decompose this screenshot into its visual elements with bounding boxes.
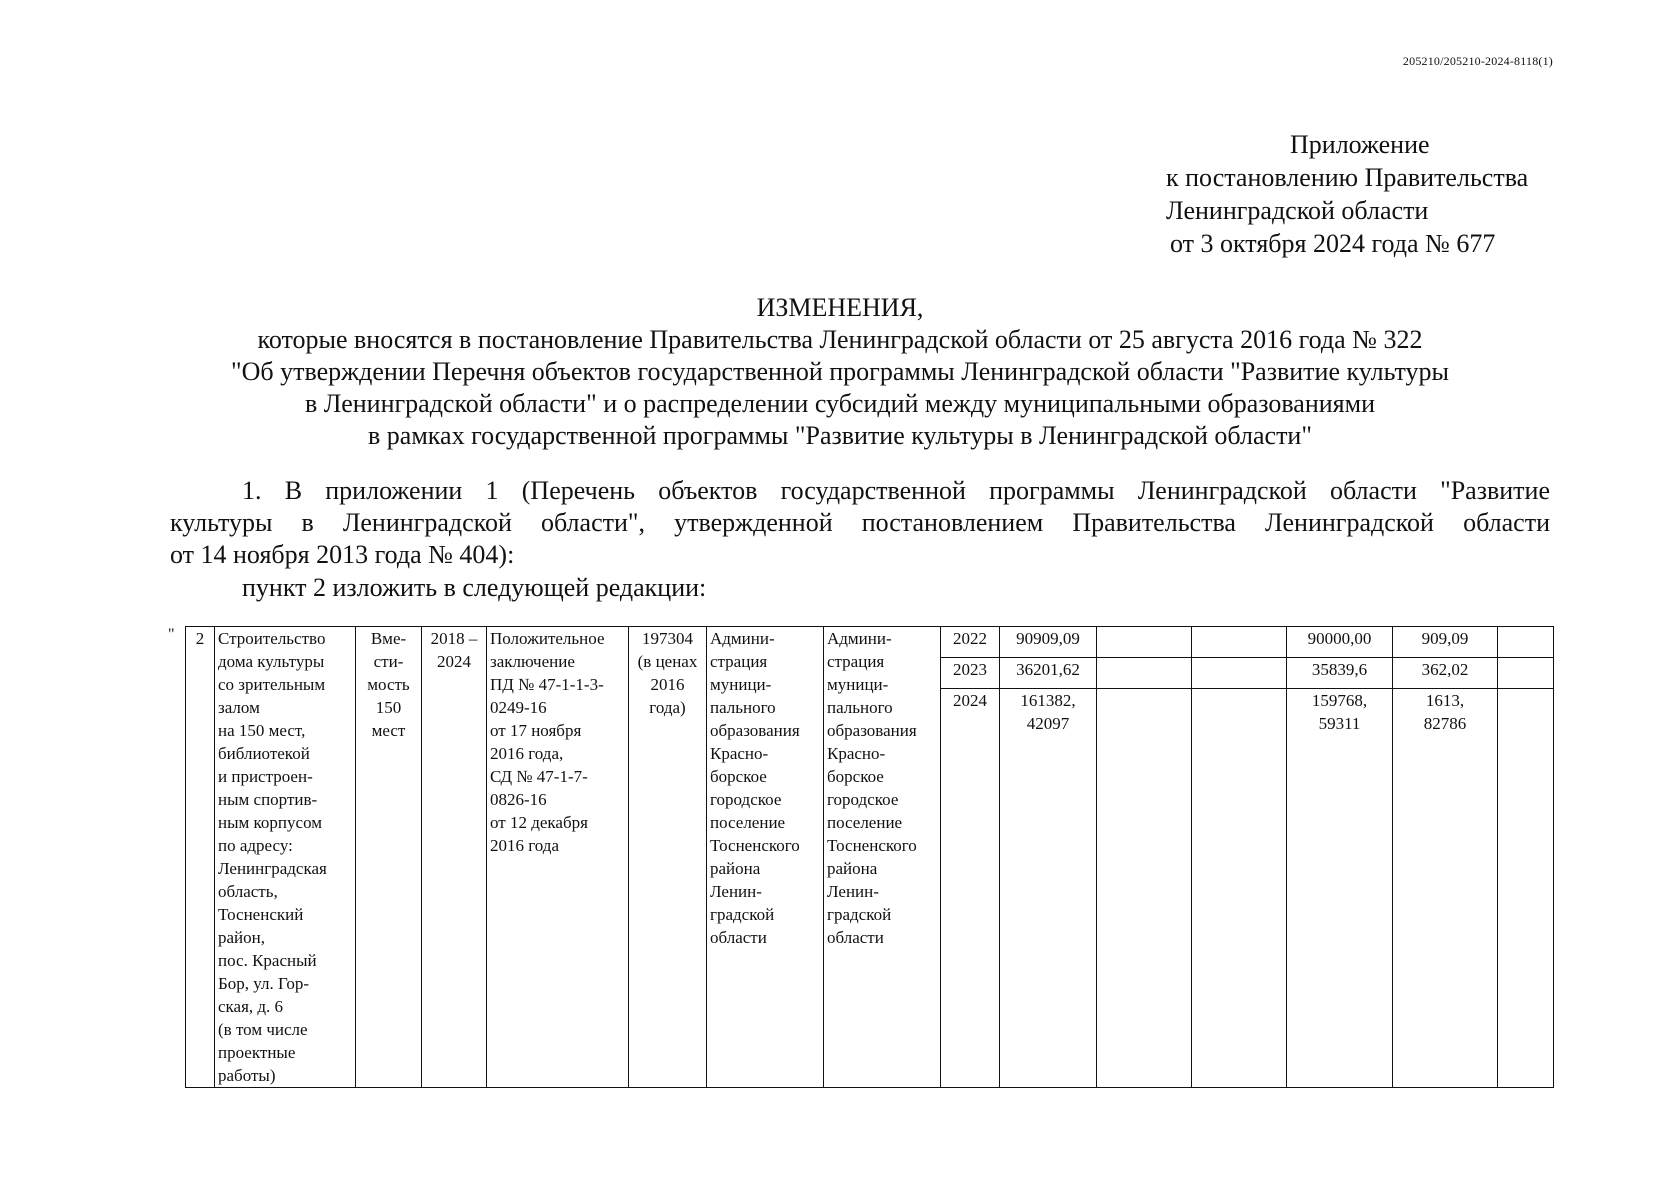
appendix-line: к постановлению Правительства <box>1166 163 1529 192</box>
cell-line: 161382, <box>1020 691 1076 710</box>
cell-line: 2024 <box>437 652 471 671</box>
cell-line: Ленин- <box>710 882 762 901</box>
cell-cost <box>629 627 707 1088</box>
cell-line: район, <box>218 928 265 947</box>
cell-line: Тосненский <box>218 905 304 924</box>
cell-line: Красно- <box>827 744 886 763</box>
cell-line: 59311 <box>1318 714 1361 733</box>
cell-line: поселение <box>710 813 786 832</box>
appendix-line: от 3 октября 2024 года № 677 <box>1170 229 1496 258</box>
cell-line: Вме- <box>370 629 407 648</box>
opening-quote: " <box>168 626 175 643</box>
appendix-block <box>1166 128 1528 260</box>
cell-line: образования <box>710 721 800 740</box>
cell-total: 90909,09 <box>1000 627 1097 658</box>
cell-line: 150 <box>375 698 402 717</box>
cell-line: по адресу: <box>218 836 293 855</box>
cell-line: 2016 года, <box>490 744 564 763</box>
cell-line: работы) <box>218 1066 276 1085</box>
cell-line: 82786 <box>1423 714 1467 733</box>
cell-line: от 17 ноября <box>490 721 582 740</box>
cell-line: борское <box>710 767 767 786</box>
cell-line: залом <box>218 698 260 717</box>
cell-object <box>215 627 356 1088</box>
cell-line: мест <box>371 721 406 740</box>
cell-line: пального <box>827 698 893 717</box>
cell-line: городское <box>710 790 782 809</box>
cell-other <box>1498 627 1554 658</box>
cell-customer <box>707 627 824 1088</box>
cell-regional: 35839,6 <box>1287 658 1393 689</box>
cell-line: 0826-16 <box>490 790 547 809</box>
document-title <box>120 292 1560 452</box>
cell-line: муници- <box>827 675 889 694</box>
cell-line: градской <box>710 905 775 924</box>
cell-line: Красно- <box>710 744 769 763</box>
cell-number: 2 <box>186 627 215 1088</box>
cell-total: 36201,62 <box>1000 658 1097 689</box>
paragraph-2: пункт 2 изложить в следующей редакции: <box>242 573 707 602</box>
table-row <box>186 627 1554 658</box>
cell-line: Строительство <box>218 629 326 648</box>
document-id: 205210/205210-2024-8118(1) <box>1402 54 1553 68</box>
cell-line: Тосненского <box>827 836 917 855</box>
cell-line: года) <box>649 698 686 717</box>
objects-table <box>185 626 1554 1088</box>
cell-line: 2016 <box>650 675 685 694</box>
cell-local: 362,02 <box>1393 658 1498 689</box>
cell-federal <box>1097 627 1192 658</box>
cell-line: борское <box>827 767 884 786</box>
cell-line: района <box>827 859 878 878</box>
cell-line: ным спортив- <box>218 790 318 809</box>
cell-line: 2016 года <box>490 836 560 855</box>
cell-line: область, <box>218 882 278 901</box>
title-line: которые вносятся в постановление Правительства Ленинградской области от 25 августа 2016 года № 322 <box>257 325 1423 354</box>
cell-line: дома культуры <box>218 652 325 671</box>
cell-line: ным корпусом <box>218 813 323 832</box>
cell-line: Тосненского <box>710 836 800 855</box>
cell-line: заключение <box>490 652 575 671</box>
cell-line: области <box>827 928 884 947</box>
cell-line: СД № 47-1-7- <box>490 767 588 786</box>
cell-line: Админи- <box>827 629 892 648</box>
cell-empty <box>1192 658 1287 689</box>
appendix-line: Ленинградской области <box>1166 196 1429 225</box>
paragraph-line: культуры в Ленинградской области", утвержденной постановлением Правительства Ленинградской области <box>170 508 1550 537</box>
cell-line: пос. Красный <box>218 951 317 970</box>
cell-regional: 90000,00 <box>1287 627 1393 658</box>
cell-line: страция <box>710 652 768 671</box>
cell-line: муници- <box>710 675 772 694</box>
cell-federal <box>1097 658 1192 689</box>
cell-period <box>422 627 487 1088</box>
cell-line: проектные <box>218 1043 296 1062</box>
cell-line: и пристроен- <box>218 767 313 786</box>
cell-year: 2022 <box>941 627 1000 658</box>
cell-line: образования <box>827 721 917 740</box>
cell-line: 159768, <box>1311 691 1368 710</box>
cell-line: ская, д. 6 <box>218 997 284 1016</box>
cell-line: 2018 – <box>430 629 478 648</box>
title-line: в Ленинградской области" и о распределении субсидий между муниципальными образованиями <box>304 389 1376 418</box>
cell-year: 2024 <box>941 689 1000 1088</box>
cell-local <box>1393 689 1498 1088</box>
cell-line: сти- <box>373 652 404 671</box>
cell-line: (в том числе <box>218 1020 308 1039</box>
cell-line: (в ценах <box>637 652 698 671</box>
cell-line: на 150 мест, <box>218 721 306 740</box>
cell-capacity <box>356 627 422 1088</box>
cell-developer <box>824 627 941 1088</box>
cell-line: городское <box>827 790 899 809</box>
cell-line: ПД № 47-1-1-3- <box>490 675 604 694</box>
cell-line: 42097 <box>1026 714 1070 733</box>
cell-line: Положительное <box>490 629 605 648</box>
cell-other <box>1498 689 1554 1088</box>
cell-line: пального <box>710 698 776 717</box>
cell-line: области <box>710 928 767 947</box>
cell-line: района <box>710 859 761 878</box>
cell-line: страция <box>827 652 885 671</box>
title-line: "Об утверждении Перечня объектов государственной программы Ленинградской области "Развитие культуры <box>231 357 1449 386</box>
paragraph-1 <box>170 475 1550 571</box>
cell-line: поселение <box>827 813 903 832</box>
cell-line: 1613, <box>1425 691 1465 710</box>
paragraph-line: 1. В приложении 1 (Перечень объектов государственной программы Ленинградской области "Развитие <box>242 476 1550 505</box>
cell-empty <box>1192 689 1287 1088</box>
cell-local: 909,09 <box>1393 627 1498 658</box>
cell-total <box>1000 689 1097 1088</box>
cell-year: 2023 <box>941 658 1000 689</box>
cell-line: градской <box>827 905 892 924</box>
cell-line: Бор, ул. Гор- <box>218 974 309 993</box>
cell-line: со зрительным <box>218 675 326 694</box>
title-line: в рамках государственной программы "Развитие культуры в Ленинградской области" <box>368 421 1312 450</box>
cell-federal <box>1097 689 1192 1088</box>
cell-other <box>1498 658 1554 689</box>
cell-line: 0249-16 <box>490 698 547 717</box>
cell-line: библиотекой <box>218 744 310 763</box>
cell-regional <box>1287 689 1393 1088</box>
appendix-line: Приложение <box>1290 130 1430 159</box>
cell-line: Ленин- <box>827 882 879 901</box>
cell-line: Ленинградская <box>218 859 327 878</box>
cell-empty <box>1192 627 1287 658</box>
cell-line: мость <box>367 675 410 694</box>
cell-line: от 12 декабря <box>490 813 588 832</box>
cell-expertise <box>487 627 629 1088</box>
paragraph-line: от 14 ноября 2013 года № 404): <box>170 540 515 569</box>
cell-line: Админи- <box>710 629 775 648</box>
title-heading: ИЗМЕНЕНИЯ, <box>756 293 924 322</box>
cell-line: 197304 <box>642 629 693 648</box>
